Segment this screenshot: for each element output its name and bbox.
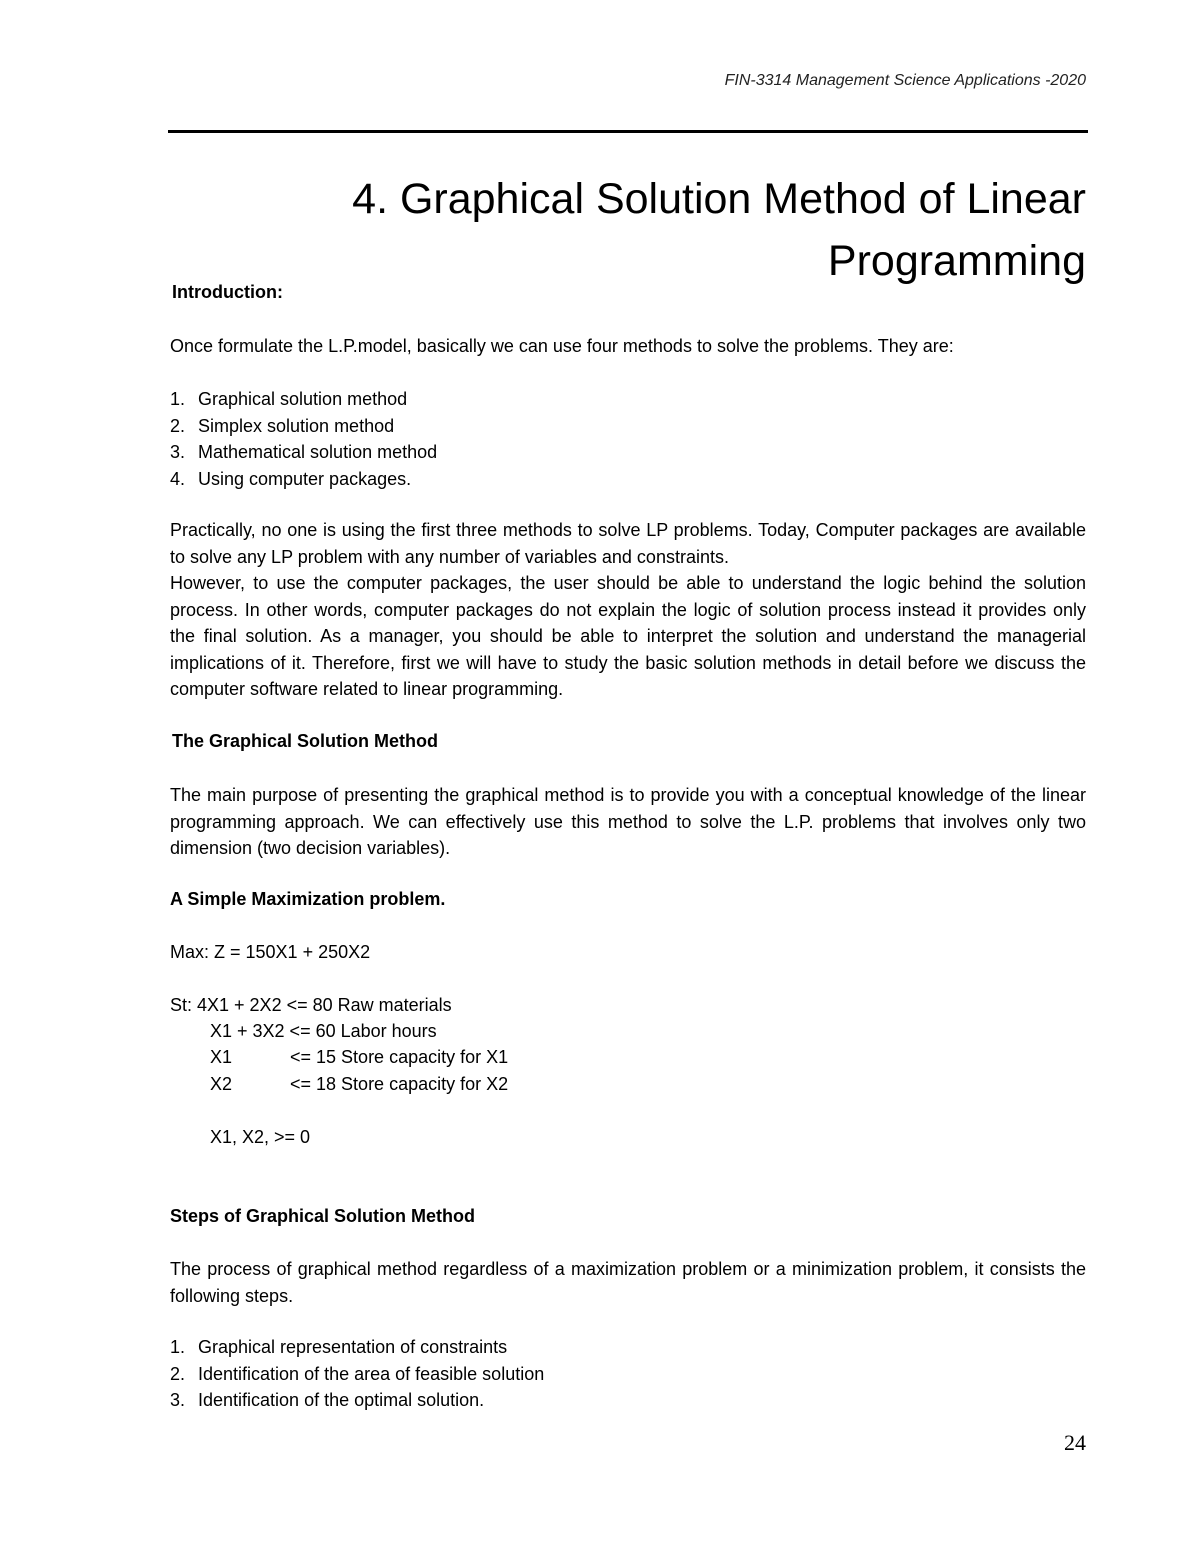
list-item: 1. Graphical representation of constraints [170, 1337, 508, 1357]
list-item: 3. Mathematical solution method [170, 442, 438, 462]
objective-function: Max: Z = 150X1 + 250X2 [170, 942, 371, 962]
non-negativity-constraint: X1, X2, >= 0 [210, 1127, 311, 1147]
constraint-x1-capacity: <= 15 Store capacity for X1 [290, 1047, 509, 1067]
intro-paragraph-1: Practically, no one is using the first three methods to solve LP problems. Today, Computer packages are available to solve any LP problem with any number of variables and constraints. [170, 520, 1086, 567]
intro-paragraph-2: However, to use the computer packages, the user should be able to understand the logic behind the solution process. In other words, computer packages do not explain the logic of solution process instead it provides only the final solution. As a manager, you should be able to interpret the solution and understand the managerial implications of it. Therefore, first we will have to study the basic solution methods in detail before we discuss the computer software related to linear programming. [170, 573, 1086, 699]
chapter-title-line-1: 4. Graphical Solution Method of Linear [352, 175, 1086, 223]
max-problem-heading: A Simple Maximization problem. [170, 889, 446, 909]
introduction-heading: Introduction: [172, 282, 283, 302]
graphical-method-paragraph: The main purpose of presenting the graphical method is to provide you with a conceptual knowledge of the linear programming approach. We can effectively use this method to solve the L.P. problems that involves only two dimension (two decision variables). [170, 785, 1086, 858]
running-header: FIN-3314 Management Science Applications -2020 [724, 72, 1086, 89]
list-item: 4. Using computer packages. [170, 468, 412, 489]
graphical-method-heading: The Graphical Solution Method [172, 731, 439, 751]
list-item: 2. Identification of the area of feasible solution [170, 1363, 545, 1384]
chapter-title [286, 168, 1086, 292]
intro-lead: Once formulate the L.P.model, basically we can use four methods to solve the problems. They are: [170, 336, 954, 356]
steps-heading: Steps of Graphical Solution Method [170, 1206, 476, 1226]
steps-list [170, 1334, 544, 1414]
chapter-title-line-2: Programming [827, 237, 1086, 285]
constraint-raw-materials: St: 4X1 + 2X2 <= 80 Raw materials [170, 995, 452, 1015]
steps-paragraph: The process of graphical method regardless of a maximization problem or a minimization problem, it consists the following steps. [170, 1259, 1086, 1306]
methods-list [170, 386, 437, 492]
list-item: 1. Graphical solution method [170, 389, 408, 409]
constraint-x1-label: X1 [210, 1047, 233, 1067]
list-item: 2. Simplex solution method [170, 415, 395, 436]
header-rule [168, 130, 1088, 133]
page-number: 24 [1064, 1430, 1086, 1455]
list-item: 3. Identification of the optimal solution. [170, 1390, 485, 1410]
constraint-x2-label: X2 [210, 1074, 233, 1094]
constraint-labor-hours: X1 + 3X2 <= 60 Labor hours [210, 1021, 437, 1041]
constraint-x2-capacity: <= 18 Store capacity for X2 [290, 1074, 509, 1094]
